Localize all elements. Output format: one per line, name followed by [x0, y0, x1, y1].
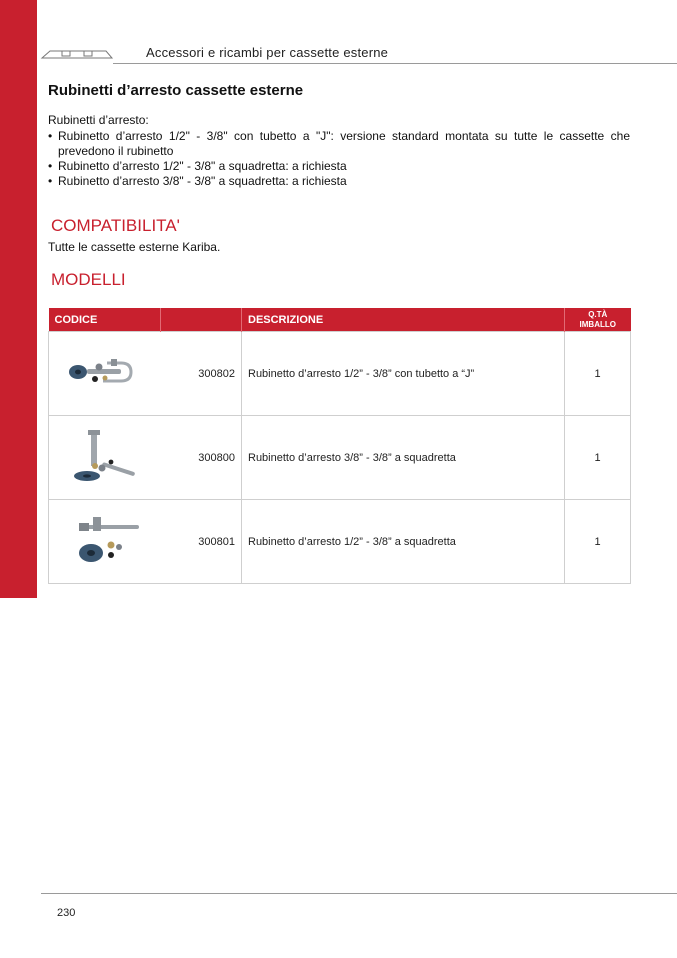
product-code: 300802 — [161, 332, 242, 416]
side-color-band — [0, 0, 37, 598]
product-description: Rubinetto d’arresto 3/8” - 3/8” a squadretta — [242, 416, 565, 500]
column-header-code: CODICE — [49, 308, 161, 332]
header-title: Accessori e ricambi per cassette esterne — [146, 45, 389, 60]
product-code: 300800 — [161, 416, 242, 500]
header-divider — [113, 63, 677, 64]
product-code: 300801 — [161, 500, 242, 584]
bullet-list — [48, 129, 630, 189]
intro-text: Rubinetti d’arresto: — [48, 113, 149, 127]
column-header-spacer — [161, 308, 242, 332]
product-description: Rubinetto d’arresto 1/2” - 3/8” con tubetto a “J” — [242, 332, 565, 416]
product-image-cell — [49, 416, 161, 500]
product-description: Rubinetto d’arresto 1/2” - 3/8” a squadretta — [242, 500, 565, 584]
column-header-description: DESCRIZIONE — [242, 308, 565, 332]
brand-logo-icon — [40, 44, 114, 64]
product-qty: 1 — [565, 332, 631, 416]
table-row — [49, 500, 631, 584]
list-item: • Rubinetto d’arresto 1/2" - 3/8" a squadretta: a richiesta — [48, 159, 347, 173]
column-header-qty: Q.TÀ IMBALLO — [565, 308, 631, 332]
models-table — [48, 308, 631, 584]
angle-valve-3-8-image — [65, 426, 145, 486]
product-qty: 1 — [565, 500, 631, 584]
table-row — [49, 332, 631, 416]
product-image-cell — [49, 332, 161, 416]
page-number: 230 — [57, 907, 76, 919]
section-title: Rubinetti d’arresto cassette esterne — [48, 82, 304, 99]
compatibility-heading: COMPATIBILITA' — [51, 216, 180, 235]
table-row — [49, 416, 631, 500]
product-image-cell — [49, 500, 161, 584]
valve-j-tube-image — [65, 350, 145, 394]
list-item: • Rubinetto d’arresto 1/2" - 3/8" con tubetto a "J": versione standard montata su tutte le cassette che prevedono il rubinetto — [48, 129, 630, 158]
compatibility-text: Tutte le cassette esterne Kariba. — [48, 240, 221, 254]
angle-valve-1-2-image — [65, 513, 145, 567]
footer-divider — [41, 893, 677, 894]
table-header-row — [49, 308, 631, 332]
models-heading: MODELLI — [51, 270, 126, 289]
list-item: • Rubinetto d’arresto 3/8" - 3/8" a squadretta: a richiesta — [48, 174, 347, 188]
product-qty: 1 — [565, 416, 631, 500]
